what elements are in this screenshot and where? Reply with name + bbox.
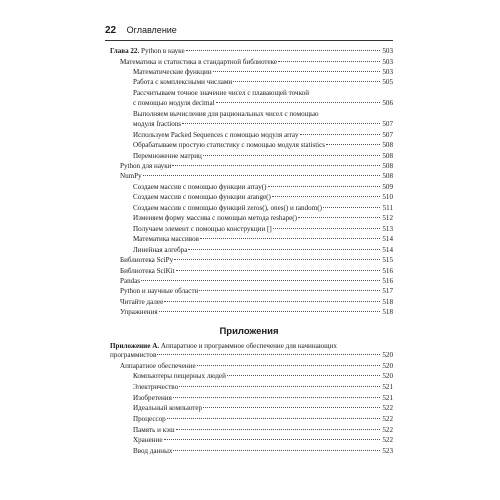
dot-leader xyxy=(188,249,380,250)
toc-entry-title: Электричество xyxy=(133,382,179,391)
dot-leader xyxy=(278,61,380,62)
dot-leader xyxy=(172,165,380,166)
toc-entry-title: Создаем массив с помощью функций zeros(), ones() и random() xyxy=(133,203,322,212)
toc-page: 508 xyxy=(382,162,393,170)
toc-entry[interactable] xyxy=(133,214,393,223)
toc-page: 517 xyxy=(382,287,393,296)
toc-entry[interactable] xyxy=(133,204,393,213)
toc-entry[interactable] xyxy=(120,287,393,296)
dot-leader xyxy=(157,354,380,355)
toc-entry[interactable] xyxy=(120,362,393,371)
toc-page: 508 xyxy=(382,172,393,181)
toc-entry-title: Выполняем вычисления для рациональных чисел с помощью xyxy=(133,109,319,118)
dot-leader xyxy=(167,418,380,419)
toc-entry-title: Читайте далее xyxy=(120,297,164,306)
toc-page: 515 xyxy=(382,256,393,265)
toc-entry-title: NumPy xyxy=(120,172,142,181)
dot-leader xyxy=(323,207,380,208)
dot-leader xyxy=(216,102,380,103)
dot-leader xyxy=(199,290,380,291)
toc-page: 514 xyxy=(382,245,393,254)
toc-chapter-entry[interactable] xyxy=(110,47,393,56)
dot-leader xyxy=(159,311,380,312)
toc-page: 512 xyxy=(382,214,393,223)
toc-page: 513 xyxy=(382,224,393,233)
toc-entry[interactable] xyxy=(133,246,393,255)
toc-entry-title: Математические функции xyxy=(133,67,212,76)
toc-entry[interactable] xyxy=(133,415,393,424)
toc-entry[interactable] xyxy=(133,89,309,98)
toc-entry-title: Перемножение матриц xyxy=(133,151,202,160)
toc-page: 521 xyxy=(382,382,393,391)
dot-leader xyxy=(186,50,380,51)
toc-page: 520 xyxy=(382,351,393,359)
toc-entry[interactable] xyxy=(133,183,393,192)
toc-entry-title: Память и кэш xyxy=(133,425,175,434)
toc-entry[interactable] xyxy=(120,298,393,307)
toc-entry[interactable] xyxy=(133,225,393,234)
dot-leader xyxy=(173,397,380,398)
dot-leader xyxy=(272,196,380,197)
toc-page: 522 xyxy=(382,404,393,413)
chapter-label: Глава 22. xyxy=(110,47,140,55)
toc-entry[interactable] xyxy=(120,277,393,286)
toc-entry-title: Python для науки xyxy=(120,162,172,170)
toc-entry-title: Математика и статистика в стандартной библиотеке xyxy=(120,57,278,66)
toc-page: 516 xyxy=(382,266,393,275)
toc-entry[interactable] xyxy=(133,394,393,403)
dot-leader xyxy=(173,450,380,451)
dot-leader xyxy=(203,407,380,408)
toc-page: 514 xyxy=(382,235,393,244)
toc-entry[interactable] xyxy=(133,426,393,435)
toc-page: 503 xyxy=(382,67,393,76)
toc-entry[interactable] xyxy=(133,193,393,202)
toc-page: 521 xyxy=(382,393,393,402)
toc-entry-title: модуля fractions xyxy=(133,120,182,129)
toc-entry-title: Получаем элемент с помощью конструкции [] xyxy=(133,224,272,233)
toc-entry[interactable] xyxy=(133,447,393,456)
toc-entry-title: Python и научные области xyxy=(120,287,199,296)
toc-entry-title: Используем Packed Sequences с помощью модуля array xyxy=(133,130,299,139)
dot-leader xyxy=(164,439,380,440)
toc-entry[interactable] xyxy=(120,58,393,67)
toc-page: 509 xyxy=(382,182,393,191)
toc-entry-title: Изменяем форму массива с помощью метода reshape() xyxy=(133,214,298,223)
toc-page: 508 xyxy=(382,151,393,160)
dot-leader xyxy=(143,175,380,176)
toc-page: 507 xyxy=(382,130,393,139)
toc-entry[interactable] xyxy=(133,141,393,150)
toc-entry[interactable] xyxy=(120,256,393,265)
toc-page: 503 xyxy=(382,47,393,55)
appendix-title-line2: программистов xyxy=(110,351,157,359)
toc-appendix-entry[interactable] xyxy=(110,351,393,360)
chapter-title: Python в науке xyxy=(141,47,185,55)
toc-entry[interactable] xyxy=(133,383,393,392)
toc-entry[interactable] xyxy=(133,235,393,244)
dot-leader xyxy=(197,365,380,366)
toc-entry-title: Аппаратное обеспечение xyxy=(120,361,196,370)
toc-page: 507 xyxy=(382,120,393,129)
toc-page: 510 xyxy=(382,193,393,202)
dot-leader xyxy=(182,123,380,124)
dot-leader xyxy=(141,280,380,281)
toc-page: 522 xyxy=(382,425,393,434)
toc-page: 523 xyxy=(382,447,393,456)
toc-entry[interactable] xyxy=(133,99,393,108)
toc-entry[interactable] xyxy=(133,131,393,140)
toc-appendix-title-line1[interactable] xyxy=(110,342,380,351)
toc-entry-title: Создаем массив с помощью функции array() xyxy=(133,182,267,191)
toc-page: 522 xyxy=(382,436,393,445)
toc-entry[interactable] xyxy=(120,267,393,276)
dot-leader xyxy=(326,144,380,145)
toc-entry-title: с помощью модуля decimal xyxy=(133,99,215,108)
dot-leader xyxy=(176,429,380,430)
appendices-heading: Приложения xyxy=(219,326,279,337)
dot-leader xyxy=(213,71,380,72)
toc-entry-title: Изобретения xyxy=(133,393,172,402)
toc-entry[interactable] xyxy=(133,436,393,445)
toc-entry-title: Библиотека SciPy xyxy=(120,256,174,265)
dot-leader xyxy=(233,81,380,82)
toc-entry[interactable] xyxy=(120,162,393,171)
page-number: 22 xyxy=(105,25,117,36)
toc-page: 520 xyxy=(382,372,393,381)
toc-entry-title: Упражнения xyxy=(120,308,158,317)
toc-entry-title: Идеальный компьютер xyxy=(133,404,203,413)
toc-entry-title: Математика массивов xyxy=(133,235,199,244)
toc-entry-title: Хранение xyxy=(133,436,163,445)
toc-entry-title: Pandas xyxy=(120,276,141,285)
running-title: Оглавление xyxy=(126,25,177,35)
toc-entry[interactable] xyxy=(133,120,393,129)
dot-leader xyxy=(164,301,380,302)
toc-entry[interactable] xyxy=(133,68,393,77)
toc-entry[interactable] xyxy=(133,152,393,161)
dot-leader xyxy=(179,386,380,387)
dot-leader xyxy=(174,259,380,260)
toc-entry[interactable] xyxy=(133,404,393,413)
toc-entry[interactable] xyxy=(133,372,393,381)
toc-page: 518 xyxy=(382,308,393,317)
toc-entry[interactable] xyxy=(120,308,393,317)
toc-page: 511 xyxy=(382,203,393,212)
toc-entry[interactable] xyxy=(133,78,393,87)
running-header xyxy=(105,23,393,37)
toc-page: 505 xyxy=(382,78,393,87)
appendix-title-line1: Аппаратное и программное обеспечение для начинающих xyxy=(160,342,337,350)
dot-leader xyxy=(273,228,380,229)
toc-entry-title: Обрабатываем простую статистику с помощью модуля statistics xyxy=(133,141,326,150)
toc-page: 520 xyxy=(382,361,393,370)
appendix-label: Приложение А. xyxy=(110,342,160,350)
toc-entry-title: Рассчитываем точное значение чисел с плавающей точкой xyxy=(133,88,309,97)
toc-entry-title: Ввод данных xyxy=(133,447,173,456)
toc-entry-title: Компьютеры пещерных людей xyxy=(133,372,226,381)
toc-page: 518 xyxy=(382,297,393,306)
toc-entry-title: Создаем массив с помощью функции arange() xyxy=(133,193,271,202)
dot-leader xyxy=(300,134,380,135)
toc-page: 506 xyxy=(382,99,393,108)
header-rule xyxy=(105,40,393,41)
dot-leader xyxy=(176,270,380,271)
dot-leader xyxy=(268,186,380,187)
toc-entry[interactable] xyxy=(133,110,319,119)
toc-entry-title: Библиотека SciKit xyxy=(120,266,175,275)
toc-entry[interactable] xyxy=(120,172,393,181)
toc-entry-title: Линейная алгебра xyxy=(133,245,188,254)
toc-page: 516 xyxy=(382,276,393,285)
dot-leader xyxy=(200,238,380,239)
dot-leader xyxy=(203,155,380,156)
toc-page: 522 xyxy=(382,415,393,423)
dot-leader xyxy=(298,217,380,218)
toc-entry-title: Работа с комплексными числами xyxy=(133,78,233,87)
toc-entry-title: Процессор xyxy=(133,415,166,423)
dot-leader xyxy=(227,375,380,376)
toc-page: 508 xyxy=(382,141,393,150)
toc-page: 503 xyxy=(382,57,393,66)
